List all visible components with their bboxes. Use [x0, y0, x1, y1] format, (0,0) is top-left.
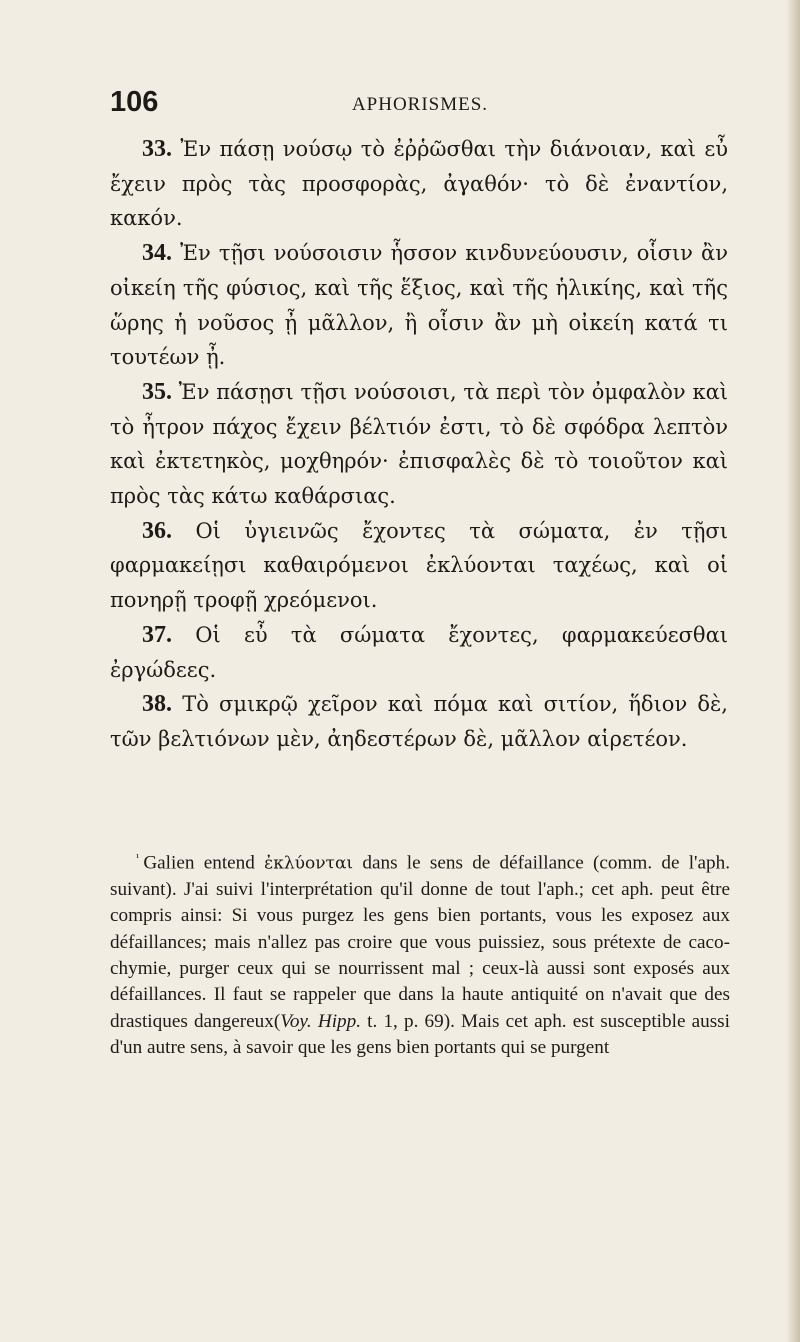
- aphorism: [110, 514, 728, 618]
- aphorism: [110, 132, 728, 236]
- page-edge: [786, 0, 800, 1342]
- aphorism: [110, 687, 728, 756]
- aphorism-number: 34.: [142, 240, 172, 267]
- aphorism: [110, 236, 728, 375]
- running-title: APHORISMES.: [351, 94, 489, 115]
- citation-italic: Voy. Hipp.: [280, 1010, 362, 1032]
- aphorism-text: Ἐν πάσῃ νούσῳ τὸ ἐῤῥῶσθαι τὴν διάνοιαν, καὶ εὖ ἔχειν πρὸς τὰς προσφορὰς, ἀγαθόν· τὸ δὲ ἐναντίον, κακόν.: [110, 137, 728, 231]
- aphorism-number: 33.: [142, 136, 172, 162]
- citation-open: (: [273, 1010, 281, 1032]
- footnote-text-2: dans le sens de défaillance (comm. de l'aph. suivant). J'ai suivi l'interprétation qu'il donne de tout l'aph.; cet aph. peut être compris ainsi: Si vous purgez les gens bien portants, vous les exposez aux défaillances; mais n'allez pas croire que vous puissiez, sous prétexte de caco-chymie, purger ceux qui se nourrissent mal ; ceux-là aussi sont exposés aux défaillances. Il faut se rappeler que dans la haute antiquité on n'avait que des drastiques dangereux: [110, 852, 731, 1032]
- aphorism-number: 38.: [142, 691, 172, 718]
- aphorism-number: 35.: [142, 378, 172, 405]
- footnote-paragraph: [110, 845, 730, 1062]
- footnote-marker: ¹: [136, 852, 140, 864]
- citation-rest: t. 1, p. 69).: [361, 1010, 455, 1032]
- page-number: 106: [110, 86, 159, 118]
- aphorism-text: Τὸ σμικρῷ χεῖρον καὶ πόμα καὶ σιτίον, ἥδιον δὲ, τῶν βελτιόνων μὲν, ἀηδεστέρων δὲ, μᾶλλον αἱρετέον.: [110, 692, 728, 751]
- page-header: [110, 86, 730, 120]
- aphorism: [110, 618, 728, 687]
- aphorisms-greek-text: [110, 132, 728, 757]
- aphorism-text: Ἐν τῇσι νούσοισιν ἧσσον κινδυνεύουσιν, οἷσιν ἂν οἰκείη τῆς φύσιος, καὶ τῆς ἕξιος, καὶ τῆς ἡλικίης, καὶ τῆς ὥρης ἡ νοῦσος ᾖ μᾶλλον, ἢ οἷσιν ἂν μὴ οἰκείη κατά τι τουτέων ᾖ.: [110, 241, 728, 370]
- aphorism-number: 36.: [142, 517, 172, 544]
- aphorism: [110, 375, 728, 514]
- footnote-greek-word: ἐκλύονται: [264, 853, 354, 874]
- aphorism-number: 37.: [142, 621, 172, 648]
- aphorism-text: Ἐν πάσῃσι τῇσι νούσοισι, τὰ περὶ τὸν ὀμφαλὸν καὶ τὸ ἦτρον πάχος ἔχειν βέλτιόν ἐστι, τὸ δὲ σφόδρα λεπτὸν καὶ ἐκτετηκὸς, μοχθηρόν· ἐπισφαλὲς δὲ τὸ τοιοῦτον καὶ πρὸς τὰς κάτω καθάρσιας.: [110, 379, 728, 509]
- footnote-text-3: Mais cet aph. est susceptible aussi d'un autre sens, à savoir que les gens bien portants qui se purgent: [110, 1010, 730, 1059]
- aphorism-text: Οἱ εὖ τὰ σώματα ἔχοντες, φαρμακεύεσθαι ἐργώδεες.: [110, 622, 728, 682]
- footnote-text-1: Galien entend: [143, 852, 255, 874]
- footnote: [110, 845, 730, 1062]
- aphorism-text: Οἱ ὑγιεινῶς ἔχοντες τὰ σώματα, ἐν τῇσι φαρμακείῃσι καθαιρόμενοι ἐκλύονται ταχέως, καὶ οἱ πονηρῇ τροφῇ χρεόμενοι.: [110, 518, 728, 613]
